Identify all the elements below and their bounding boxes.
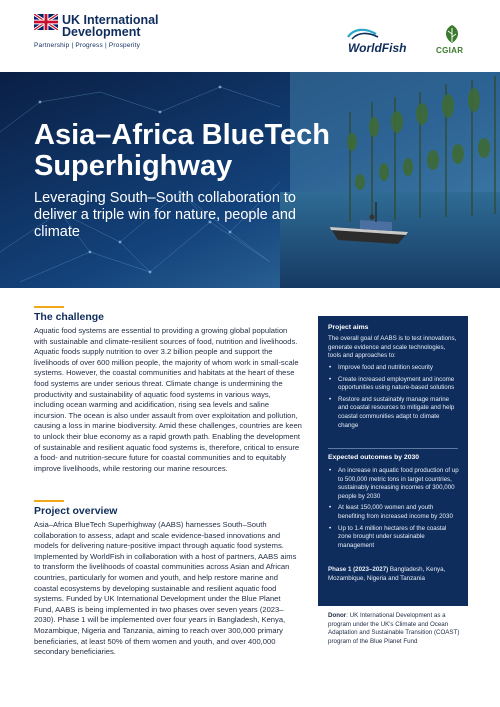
donor-label: Donor [328,612,347,619]
aims-list [328,364,460,433]
challenge-accent-rule [34,306,64,308]
phase-info [328,566,460,583]
worldfish-logo [346,30,432,54]
logo-line-2: Development [62,25,141,39]
aims-intro: The overall goal of AABS is to test innovations, generate evidence and scale technologies, tools and approaches to: [328,335,457,360]
page-header [0,0,500,72]
overview-heading: Project overview [34,505,118,517]
outcomes-heading: Expected outcomes by 2030 [328,454,420,461]
donor-info [328,612,462,646]
uk-flag-icon [34,14,58,30]
logo-line-1: UK International [62,13,159,27]
cgiar-leaf-icon [442,24,462,44]
logo-tagline: Partnership | Progress | Prosperity [34,42,141,49]
hero-subtitle: Leveraging South–South collaboration to deliver a triple win for nature, people and climate [34,190,296,240]
outcome-item: • Up to 1.4 million hectares of the coastal zone brought under sustainable management [328,525,460,551]
challenge-heading: The challenge [34,311,105,323]
phase-label: Phase 1 (2023–2027) [328,566,389,573]
worldfish-wordmark: WorldFish [348,41,407,55]
worldfish-mark-icon [346,28,380,40]
overview-accent-rule [34,500,64,502]
outcome-item: • At least 150,000 women and youth benefiting from increased income by 2030 [328,504,460,521]
outcomes-list [328,467,460,553]
donor-text: : UK International Development as a program under the UK's Climate and Ocean Adaptation and Sustainable Transition (COAST) program of the Blue Planet Fund [328,612,460,645]
aim-item: • Create increased employment and income opportunities using nature-based solutions [328,376,460,393]
cgiar-wordmark: CGIAR [436,46,464,55]
sidebar-divider [328,448,458,449]
hero-banner [0,72,500,288]
project-summary-box [318,316,468,606]
hero-title: Asia–Africa BlueTech Superhighway [34,119,331,182]
aim-item: • Restore and sustainably manage marine and coastal resources to mitigate and help coastal communities adapt to climate change [328,396,460,430]
challenge-body: Aquatic food systems are essential to providing a growing global population with sustainable and climate-resilient sources of food, nutrition and livelihoods. Aquatic foods supply nutrition to over 3.2 billion people and support the livelihoods of over 600 million people, the majority of whom work in small-scale systems. However, the coastal communities and habitats at the heart of these food systems are under serious threat. Climate change is undermining the productivity and sustainability of aquatic food systems in various ways, including ocean warming and acidification, rising sea levels and saline incursion. The ocean is also under assault from over exploitation and pollution, causing a loss in marine biodiversity. Amid these challenges, countries are keen to unlock their blue economy as a rapid growth path. Enabling the development of sustainable and resilient aquatic food systems is, therefore, critical to ensure a food- and nutrition-secure future for coastal communities and to equitably improve livelihoods, while restoring our marine resources. [34,326,302,473]
cgiar-logo [436,24,468,60]
phase-text: Bangladesh, Kenya, Mozambique, Nigeria and Tanzania [328,566,446,582]
overview-body: Asia–Africa BlueTech Superhighway (AABS) harnesses South–South collaboration to assess, adapt and scale evidence-based innovations and models for delivering nature-positive impact through aquatic food systems. Implemented by WorldFish in collaboration with a host of partners, AABS aims to transform the livelihoods of coastal communities across Asian and African countries, particularly for women and youth, and help restore marine and coastal ecosystems by developing sustainable and resilient aquatic food systems. Funded by UK International Development under the Blue Planet Fund, AABS is being implemented in two phases over seven years (2023–2030). Phase 1 will be implemented over four years in Bangladesh, Kenya, Mozambique, Nigeria and Tanzania, aiming to reach over 300,000 primary beneficiaries, at least 50% of them women and youth, and over 400,000 secondary beneficiaries. [34,520,297,657]
outcome-item: • An increase in aquatic food production of up to 500,000 metric tons in target countries, sustainably increasing incomes of 300,000 people by 2030 [328,467,460,501]
aim-item: • Improve food and nutrition security [328,364,460,373]
aims-heading: Project aims [328,324,369,331]
uk-international-development-logo [62,14,159,38]
